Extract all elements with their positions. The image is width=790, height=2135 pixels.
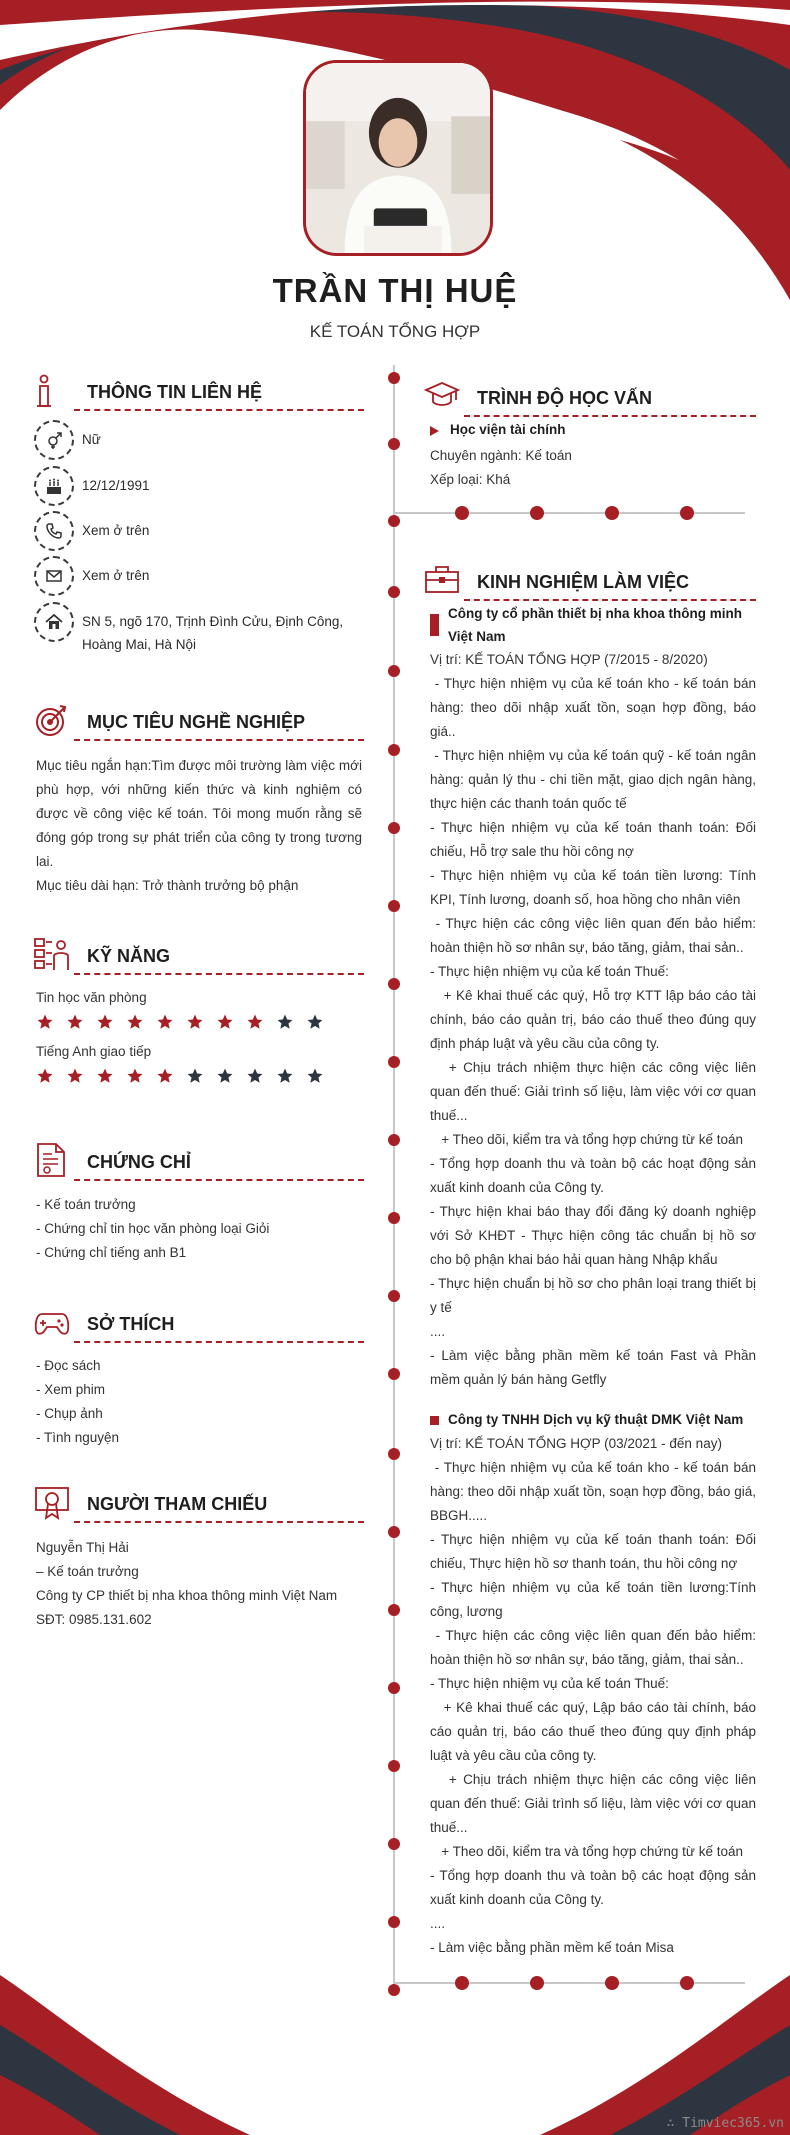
timeline-dot	[388, 1526, 400, 1538]
timeline-dot	[388, 665, 400, 677]
skill-rating-stars	[36, 1013, 324, 1031]
section-divider	[74, 1521, 364, 1523]
timeline-dot	[388, 1916, 400, 1928]
job-duty-line: ....	[430, 1916, 446, 1931]
contact-email	[34, 556, 364, 596]
job-duty-line: - Thực hiện các công việc liên quan đến bảo hiểm: hoàn thiện hồ sơ nhân sự, báo tăng, giảm, thai sản..	[430, 916, 760, 955]
hobby-item: - Chụp ảnh	[36, 1406, 103, 1421]
star-filled-icon	[246, 1013, 264, 1031]
job-duty-line: - Thực hiện nhiệm vụ của kế toán kho - kế toán bán hàng: theo dõi nhập xuất tồn, soạn hợp đồng, báo giá, BBGH.....	[430, 1460, 760, 1523]
job-duty-line: - Thực hiện nhiệm vụ của kế toán Thuế:	[430, 1676, 669, 1691]
skill-name: Tiếng Anh giao tiếp	[36, 1044, 152, 1059]
hobby-item: - Xem phim	[36, 1382, 106, 1397]
hobby-item: - Tình nguyện	[36, 1430, 120, 1445]
job-position: Vị trí: KẾ TOÁN TỔNG HỢP (7/2015 - 8/2020)	[430, 652, 708, 667]
job-duty-line: - Thực hiện chuẩn bị hồ sơ cho phân loại trang thiết bị y tế	[430, 1276, 760, 1315]
job-company: Công ty cổ phần thiết bị nha khoa thông minh Việt Nam	[448, 606, 742, 644]
experience-heading: KINH NGHIỆM LÀM VIỆC	[477, 572, 690, 592]
star-filled-icon	[66, 1013, 84, 1031]
section-divider	[74, 739, 364, 741]
star-empty-icon	[276, 1013, 294, 1031]
timeline-dot	[388, 900, 400, 912]
job-company: Công ty TNHH Dịch vụ kỹ thuật DMK Việt Nam	[448, 1412, 744, 1427]
timeline-dot	[388, 1682, 400, 1694]
star-filled-icon	[96, 1067, 114, 1085]
skills-heading: KỸ NĂNG	[87, 946, 171, 966]
contact-birthday-text: 12/12/1991	[82, 478, 150, 493]
job-duty-line: - Thực hiện các công việc liên quan đến bảo hiểm: hoàn thiện hồ sơ nhân sự, báo tăng, giảm, thai sản..	[430, 1628, 760, 1667]
job-duty-line: - Tổng hợp doanh thu và toàn bộ các hoạt động sản xuất kinh doanh của Công ty.	[430, 1868, 760, 1907]
star-filled-icon	[126, 1067, 144, 1085]
graduation-cap-icon	[424, 378, 460, 414]
objective-short: Mục tiêu ngắn hạn:Tìm được môi trường làm việc mới phù hợp, với những kiến thức và kinh nghiệm có được về công việc kế toán. Tôi mong muốn rằng sẽ đóng góp trong sự phát triển của công ty trong tương lai.	[36, 758, 362, 869]
hobbies-list	[36, 1354, 362, 1450]
references-section-header	[34, 1484, 364, 1528]
section-divider	[74, 973, 364, 975]
timeline-dot	[388, 1604, 400, 1616]
skills-section-header	[34, 936, 364, 980]
hobbies-heading: SỞ THÍCH	[87, 1314, 175, 1334]
section-divider	[464, 415, 756, 417]
star-filled-icon	[156, 1013, 174, 1031]
timeline-dot	[388, 1448, 400, 1460]
contact-section-header	[34, 372, 364, 416]
education-grade: Xếp loại: Khá	[430, 472, 511, 487]
job-title: KẾ TOÁN TỔNG HỢP	[309, 322, 481, 341]
job-duty-line: + Kê khai thuế các quý, Hỗ trợ KTT lập báo cáo tài chính, báo cáo quản trị, báo cáo thuế theo đúng quy định pháp luật và yêu cầu của công ty.	[430, 988, 760, 1051]
timeline-dot	[388, 372, 400, 384]
reference-details	[36, 1536, 366, 1632]
certificates-list	[36, 1193, 362, 1265]
section-divider	[74, 1341, 364, 1343]
avatar	[303, 60, 493, 256]
job-duty-line: - Thực hiện nhiệm vụ của kế toán thanh toán: Đối chiếu, Hỗ trợ sale thu hồi công nợ	[430, 820, 760, 859]
watermark: ∴ Timviec365.vn	[666, 2116, 784, 2131]
objective-text	[36, 754, 362, 898]
star-filled-icon	[156, 1067, 174, 1085]
bullet-triangle-icon	[430, 426, 439, 436]
timeline-dot	[388, 1838, 400, 1850]
star-empty-icon	[186, 1067, 204, 1085]
job-duty-line: + Chịu trách nhiệm thực hiện các công việc liên quan đến thuế: Giải trình số liệu, làm việc với cơ quan thuế...	[430, 1060, 760, 1123]
certificate-item: - Chứng chỉ tin học văn phòng loại Giỏi	[36, 1221, 270, 1236]
contact-address	[34, 602, 364, 656]
timeline-dot	[388, 822, 400, 834]
education-major: Chuyên ngành: Kế toán	[430, 448, 572, 463]
star-filled-icon	[36, 1067, 54, 1085]
job-duty-line: + Chịu trách nhiệm thực hiện các công việc liên quan đến thuế: Giải trình số liệu, làm việc với cơ quan thuế...	[430, 1772, 760, 1835]
section-divider	[74, 1179, 364, 1181]
job-duty-line: - Làm việc bằng phần mềm kế toán Misa	[430, 1940, 674, 1955]
contact-email-text[interactable]: Xem ở trên	[82, 568, 150, 583]
job-duty-line: - Thực hiện khai báo thay đổi đăng ký doanh nghiệp với Sở KHĐT - Thực hiện công tác chuẩn bị hồ sơ cho bộ phận khai báo hải quan hàng Nhập khẩu	[430, 1204, 760, 1267]
skill-name: Tin học văn phòng	[36, 990, 147, 1005]
certificate-item: - Chứng chỉ tiếng anh B1	[36, 1245, 187, 1260]
star-filled-icon	[126, 1013, 144, 1031]
timeline-dot	[388, 1134, 400, 1146]
star-filled-icon	[186, 1013, 204, 1031]
certificate-item: - Kế toán trưởng	[36, 1197, 136, 1212]
reference-icon	[34, 1484, 70, 1520]
objective-heading: MỤC TIÊU NGHỀ NGHIỆP	[87, 712, 306, 732]
job-position: Vị trí: KẾ TOÁN TỔNG HỢP (03/2021 - đến nay)	[430, 1436, 722, 1451]
experience-section-header	[424, 562, 756, 606]
candidate-name: TRẦN THỊ HUỆ	[272, 272, 518, 309]
job-duty-line: + Theo dõi, kiểm tra và tổng hợp chứng từ kế toán	[430, 1844, 743, 1859]
certificate-icon	[34, 1142, 70, 1178]
timeline-dot	[388, 744, 400, 756]
contact-gender	[34, 420, 364, 460]
objective-section-header	[34, 702, 364, 746]
job-duty-line: - Thực hiện nhiệm vụ của kế toán tiền lương:Tính công, lương	[430, 1580, 760, 1619]
job-duty-line: - Thực hiện nhiệm vụ của kế toán thanh toán: Đối chiếu, Thực hiện hồ sơ thanh toán, thu hồi công nợ	[430, 1532, 760, 1571]
skill-rating-stars	[36, 1067, 324, 1085]
contact-phone-text[interactable]: Xem ở trên	[82, 523, 150, 538]
briefcase-icon	[424, 562, 460, 598]
job-duty-line: - Thực hiện nhiệm vụ của kế toán quỹ - kế toán ngân hàng: quản lý thu - chi tiền mặt, giao dịch ngân hàng, thực hiện các thanh toán quốc tế	[430, 748, 760, 811]
phone-icon	[34, 511, 74, 551]
star-empty-icon	[216, 1067, 234, 1085]
job-details	[430, 1432, 760, 1960]
education-section-header	[424, 378, 756, 422]
job-duty-line: - Tổng hợp doanh thu và toàn bộ các hoạt động sản xuất kinh doanh của Công ty.	[430, 1156, 760, 1195]
job-duty-line: + Kê khai thuế các quý, Lập báo cáo tài chính, báo cáo quản trị, báo cáo thuế theo đúng quy định pháp luật và yêu cầu của công ty.	[430, 1700, 760, 1763]
job-duty-line: - Thực hiện nhiệm vụ của kế toán kho - kế toán bán hàng: theo dõi nhập xuất tồn, soạn hợp đồng, báo giá..	[430, 676, 760, 739]
education-end-divider	[395, 506, 745, 520]
education-details	[430, 444, 756, 492]
gender-icon	[34, 420, 74, 460]
job-duty-line: - Thực hiện nhiệm vụ của kế toán tiền lương: Tính KPI, Tính lương, doanh số, hoa hồng cho nhân viên	[430, 868, 760, 907]
contact-gender-text: Nữ	[82, 432, 101, 447]
star-empty-icon	[246, 1067, 264, 1085]
reference-role: – Kế toán trưởng	[36, 1564, 139, 1579]
certificates-section-header	[34, 1142, 364, 1186]
gamepad-icon	[34, 1304, 70, 1340]
hobbies-section-header	[34, 1304, 364, 1348]
home-icon	[34, 602, 74, 642]
contact-address-text: SN 5, ngõ 170, Trịnh Đình Cửu, Định Công, Hoàng Mai, Hà Nội	[82, 614, 344, 652]
footer-wave-decoration	[0, 1935, 790, 2135]
contact-heading: THÔNG TIN LIÊN HỆ	[87, 382, 262, 402]
education-heading: TRÌNH ĐỘ HỌC VẤN	[477, 388, 652, 408]
job-duty-line: ....	[430, 1324, 446, 1339]
section-divider	[74, 409, 364, 411]
person-info-icon	[34, 372, 70, 408]
star-filled-icon	[216, 1013, 234, 1031]
hobby-item: - Đọc sách	[36, 1358, 101, 1373]
timeline-dot	[388, 1056, 400, 1068]
timeline-dot	[388, 978, 400, 990]
reference-company: Công ty CP thiết bị nha khoa thông minh Việt Nam	[36, 1588, 338, 1603]
timeline-dot	[388, 1290, 400, 1302]
objective-long: Mục tiêu dài hạn: Trở thành trưởng bộ phận	[36, 878, 299, 893]
star-empty-icon	[306, 1013, 324, 1031]
mail-icon	[34, 556, 74, 596]
job-duty-line: + Theo dõi, kiểm tra và tổng hợp chứng từ kế toán	[430, 1132, 743, 1147]
star-filled-icon	[36, 1013, 54, 1031]
job-duty-line: - Làm việc bằng phần mềm kế toán Fast và Phần mềm quản lý bán hàng Getfly	[430, 1348, 760, 1387]
timeline-dot	[388, 438, 400, 450]
timeline-line	[393, 365, 395, 1985]
reference-name: Nguyễn Thị Hải	[36, 1540, 129, 1555]
timeline-dot	[388, 1760, 400, 1772]
school-name: Học viện tài chính	[450, 422, 566, 437]
contact-phone	[34, 511, 364, 551]
section-divider	[464, 599, 756, 601]
cake-icon	[34, 466, 74, 506]
target-icon	[34, 702, 70, 738]
star-empty-icon	[306, 1067, 324, 1085]
job-details	[430, 648, 760, 1392]
star-empty-icon	[276, 1067, 294, 1085]
star-filled-icon	[66, 1067, 84, 1085]
star-filled-icon	[96, 1013, 114, 1031]
timeline-dot	[388, 586, 400, 598]
certificates-heading: CHỨNG CHỈ	[87, 1152, 191, 1172]
skills-icon	[34, 936, 70, 972]
references-heading: NGƯỜI THAM CHIẾU	[87, 1494, 268, 1514]
contact-birthday	[34, 466, 364, 506]
timeline-dot	[388, 1212, 400, 1224]
reference-phone[interactable]: SĐT: 0985.131.602	[36, 1612, 152, 1627]
timeline-dot	[388, 1368, 400, 1380]
job-duty-line: - Thực hiện nhiệm vụ của kế toán Thuế:	[430, 964, 669, 979]
